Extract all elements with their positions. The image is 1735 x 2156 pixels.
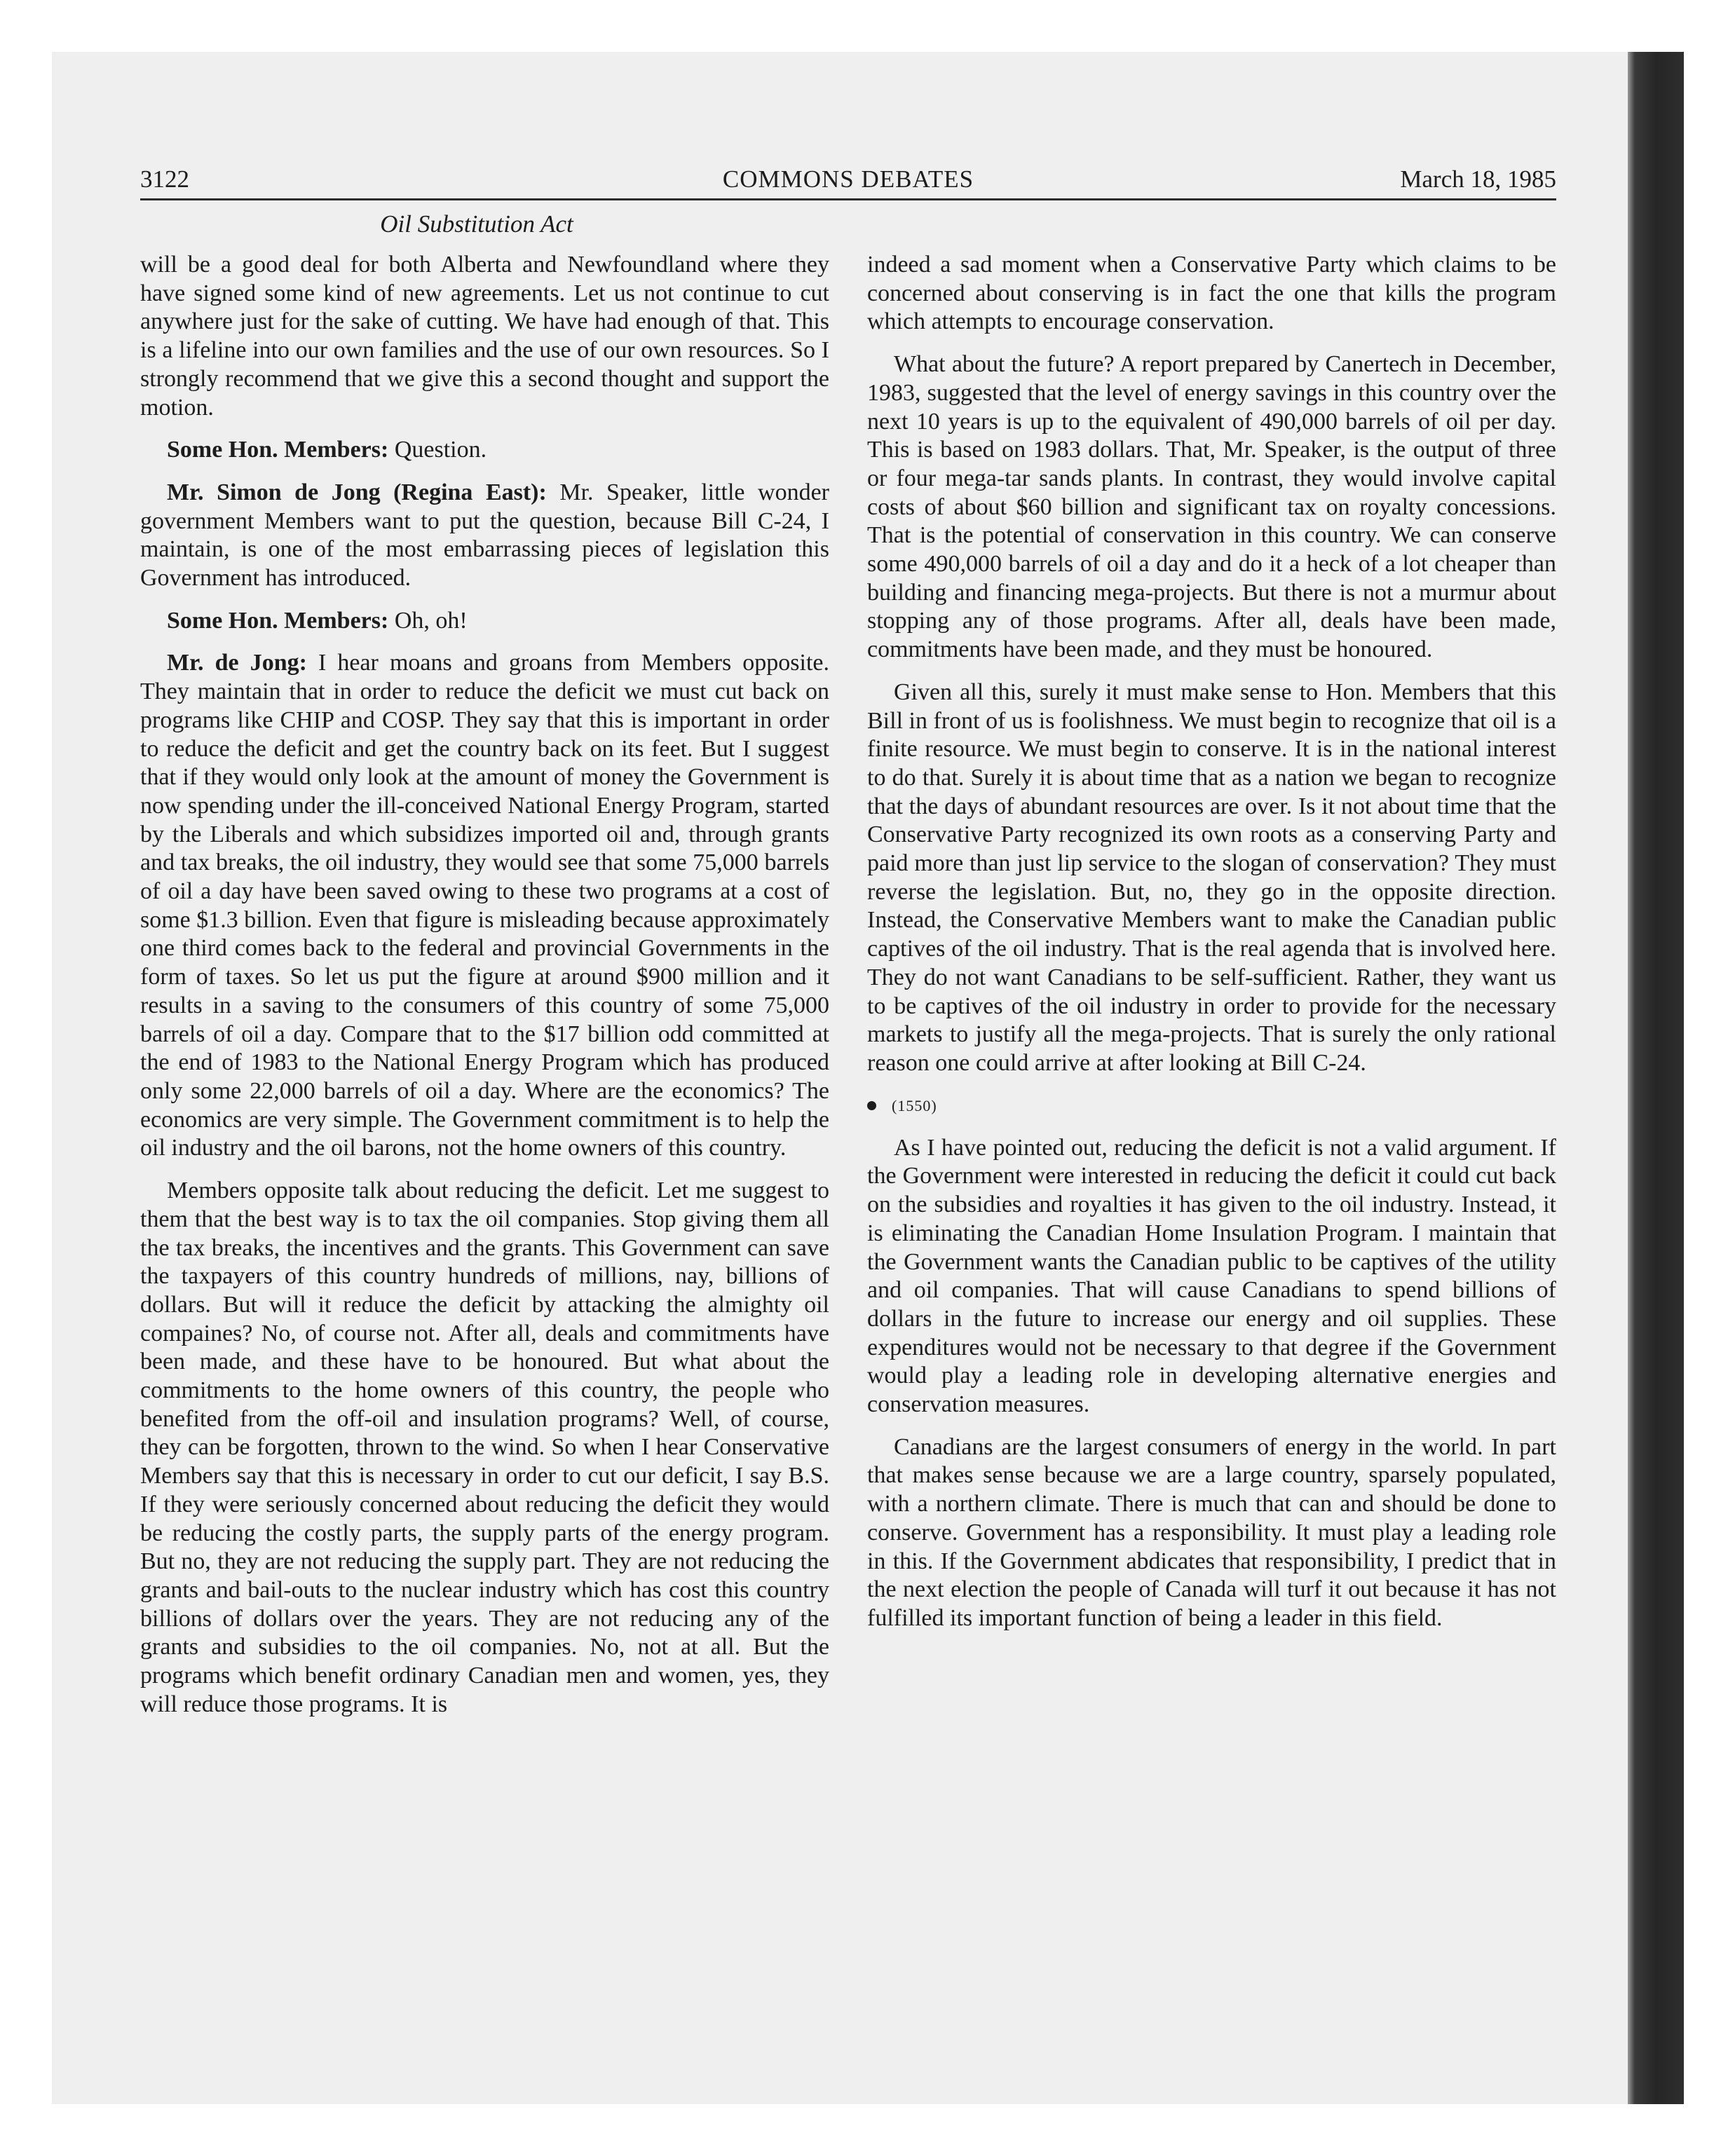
publication-date: March 18, 1985 [1400, 165, 1556, 193]
paragraph: indeed a sad moment when a Conservative Party which claims to be concerned about conserving is in fact the one that kills the program which attempts to encourage conservation. [867, 252, 1556, 335]
paragraph: Given all this, surely it must make sense to Hon. Members that this Bill in front of us is foolishness. We must begin to recognize that oil is a finite resource. We must begin to conserve. It is in the national interest to do that. Surely it is about time that as a nation we began to recognize that the days of abundant resources are over. Is it not about time that the Conservative Party recognized its own roots as a conserving Party and paid more than just lip service to the slogan of conservation? They must reverse the legislation. But, no, they go in the opposite direction. Instead, the Conservative Members want to make the Canadian public captives of the oil industry. That is the real agenda that is involved here. They do not want Canadians to be self-sufficient. Rather, they want us to be captives of the oil industry in order to provide for the necessary markets to justify all the mega-projects. That is surely the only rational reason one could arrive at after looking at Bill C-24. [867, 678, 1556, 1076]
page-number: 3122 [140, 165, 189, 193]
header-rule [140, 198, 1556, 200]
paragraph [140, 436, 829, 465]
scan-edge-shadow [1628, 52, 1684, 2104]
paragraph: will be a good deal for both Alberta and Newfoundland where they have signed some kind of new agreements. Let us not continue to cut anywhere just for the sake of cutting. We have had enough of that. This is a lifeline into our own families and the use of our own resources. So I strongly recommend that we give this a second thought and support the motion. [140, 252, 829, 421]
left-column [140, 251, 829, 1733]
paragraph [140, 649, 829, 1163]
time-marker [867, 1092, 1556, 1120]
publication-title: COMMONS DEBATES [722, 165, 974, 193]
speech-text: Question. [388, 437, 487, 463]
speaker-label: Mr. de Jong: [167, 650, 307, 676]
speaker-label: Some Hon. Members: [167, 607, 389, 634]
paragraph: What about the future? A report prepared by Canertech in December, 1983, suggested that the level of energy savings in this country over the next 10 years is up to the equivalent of 490,000 barrels of oil per day. This is based on 1983 dollars. That, Mr. Speaker, is the output of three or four mega-tar sands plants. In contrast, they would involve capital costs of about $60 billion and significant tax on royalty concessions. That is the potential of conservation in this country. We can conserve some 490,000 barrels of oil a day and do it a heck of a lot cheaper than building and financing mega-projects. But there is not a murmur about stopping any of those programs. After all, deals have been made, commitments have been made, and they must be honoured. [867, 351, 1556, 663]
paragraph: As I have pointed out, reducing the deficit is not a valid argument. If the Government were interested in reducing the deficit it could cut back on the subsidies and royalties it has given to the oil industry. Instead, it is eliminating the Canadian Home Insulation Program. I maintain that the Government wants the Canadian public to be captives of the utility and oil companies. That will cause Canadians to spend billions of dollars in the future to increase our energy and oil supplies. These expenditures would not be necessary to that degree if the Government would play a leading role in developing alternative energies and conservation measures. [867, 1134, 1556, 1418]
speech-text: Oh, oh! [388, 607, 468, 634]
time-marker-text: (1550) [892, 1096, 937, 1114]
speaker-label: Mr. Simon de Jong (Regina East): [167, 479, 547, 505]
bullet-icon [867, 1101, 876, 1110]
paragraph [140, 479, 829, 593]
speech-text: Mr. Speaker, little wonder government Members want to put the question, because Bill C-24, I maintain, is one of the most embarrassing pieces of legislation this Government has introduced. [140, 479, 829, 592]
running-head: Oil Substitution Act [380, 210, 573, 238]
right-column [867, 251, 1556, 1647]
paragraph: Canadians are the largest consumers of energy in the world. In part that makes sense because we are a large country, sparsely populated, with a northern climate. There is much that can and should be done to conserve. Government has a responsibility. It must play a leading role in this. If the Government abdicates that responsibility, I predict that in the next election the people of Canada will turf it out because it has not fulfilled its important function of being a leader in this field. [867, 1433, 1556, 1631]
speech-text: I hear moans and groans from Members opposite. They maintain that in order to reduce the deficit we must cut back on programs like CHIP and COSP. They say that this is important in order to reduce the deficit and get the country back on its feet. But I suggest that if they would only look at the amount of money the Government is now spending under the ill-conceived National Energy Program, started by the Liberals and which subsidizes imported oil and, through grants and tax breaks, the oil industry, they would see that some 75,000 barrels of oil a day have been saved owing to these two programs at a cost of some $1.3 billion. Even that figure is misleading because approximately one third comes back to the federal and provincial Governments in the form of taxes. So let us put the figure at around $900 million and it results in a saving to the consumers of this country of some 75,000 barrels of oil a day. Compare that to the $17 billion odd committed at the end of 1983 to the National Energy Program which has produced only some 22,000 barrels of oil a day. Where are the economics? The economics are very simple. The Government commitment is to help the oil industry and the oil barons, not the home owners of this country. [140, 650, 829, 1161]
paragraph: Members opposite talk about reducing the deficit. Let me suggest to them that the best way is to tax the oil companies. Stop giving them all the tax breaks, the incentives and the grants. This Government can save the taxpayers of this country hundreds of millions, nay, billions of dollars. But will it reduce the deficit by attacking the almighty oil compaines? No, of course not. After all, deals and commitments have been made, and these have to be honoured. But what about the commitments to the home owners of this country, the people who benefited from the off-oil and insulation programs? Well, of course, they can be forgotten, thrown to the wind. So when I hear Conservative Members say that this is necessary in order to cut our deficit, I say B.S. If they were seriously concerned about reducing the deficit they would be reducing the costly parts, the supply parts of the energy program. But no, they are not reducing the supply part. They are not reducing the grants and bail-outs to the nuclear industry which has cost this country billions of dollars over the years. They are not reducing any of the grants and subsidies to the oil companies. No, not at all. But the programs which benefit ordinary Canadian men and women, yes, they will reduce those programs. It is [140, 1178, 829, 1717]
paragraph [140, 607, 829, 636]
speaker-label: Some Hon. Members: [167, 437, 389, 463]
page-header [140, 160, 1556, 199]
